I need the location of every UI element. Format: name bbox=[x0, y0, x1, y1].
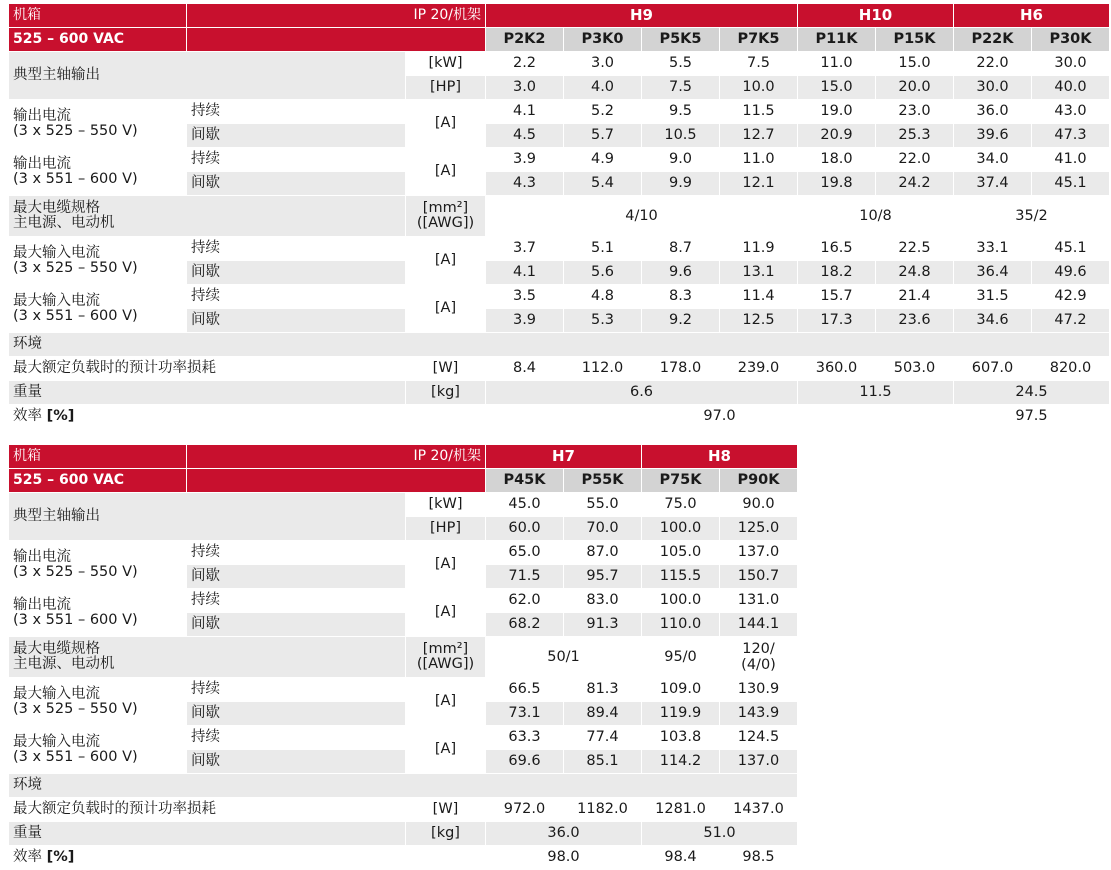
value-cell: 63.3 bbox=[486, 726, 564, 750]
hp-value: 3.0 bbox=[486, 76, 564, 100]
unit-a: [A] bbox=[406, 589, 486, 637]
value-cell: 137.0 bbox=[720, 541, 798, 565]
kw-value: 3.0 bbox=[564, 52, 642, 76]
unit-mm2: [mm²] bbox=[422, 641, 469, 657]
unit-w: [W] bbox=[406, 357, 486, 381]
weight-label: 重量 bbox=[9, 822, 406, 846]
unit-kw: [kW] bbox=[406, 493, 486, 517]
value-cell: 85.1 bbox=[564, 750, 642, 774]
unit-a: [A] bbox=[406, 726, 486, 774]
value-cell: 73.1 bbox=[486, 702, 564, 726]
frame-group-h8: H8 bbox=[642, 445, 798, 469]
value-cell: 21.4 bbox=[876, 285, 954, 309]
value-cell: 71.5 bbox=[486, 565, 564, 589]
input-current-voltage: (3 x 551 – 600 V) bbox=[13, 307, 138, 324]
output-current-title: 输出电流 bbox=[13, 596, 71, 613]
value-cell: 131.0 bbox=[720, 589, 798, 613]
cable-value-p90k bbox=[720, 637, 798, 678]
unit-a: [A] bbox=[406, 237, 486, 285]
hp-value: 15.0 bbox=[798, 76, 876, 100]
value-cell: 39.6 bbox=[954, 124, 1032, 148]
intermittent-label: 间歇 bbox=[187, 613, 406, 637]
value-cell: 124.5 bbox=[720, 726, 798, 750]
value-cell: 89.4 bbox=[564, 702, 642, 726]
value-cell: 115.5 bbox=[642, 565, 720, 589]
value-cell: 109.0 bbox=[642, 678, 720, 702]
output-current-title: 输出电流 bbox=[13, 155, 71, 172]
spec-table-h9-h10-h6 bbox=[8, 3, 1110, 429]
value-cell: 360.0 bbox=[798, 357, 876, 381]
value-cell: 24.8 bbox=[876, 261, 954, 285]
value-cell: 8.7 bbox=[642, 237, 720, 261]
value-cell: 607.0 bbox=[954, 357, 1032, 381]
output-current-voltage: (3 x 551 – 600 V) bbox=[13, 170, 138, 187]
efficiency-value-h6: 97.5 bbox=[954, 405, 1110, 429]
value-cell: 9.6 bbox=[642, 261, 720, 285]
value-cell: 3.7 bbox=[486, 237, 564, 261]
kw-value: 5.5 bbox=[642, 52, 720, 76]
value-cell: 1281.0 bbox=[642, 798, 720, 822]
unit-mm2-awg bbox=[406, 196, 486, 237]
unit-a: [A] bbox=[406, 100, 486, 148]
model-p75k: P75K bbox=[642, 469, 720, 493]
value-cell: 4.8 bbox=[564, 285, 642, 309]
efficiency-label bbox=[9, 846, 486, 870]
value-cell: 4.9 bbox=[564, 148, 642, 172]
value-cell: 19.8 bbox=[798, 172, 876, 196]
cable-value-p75k: 95/0 bbox=[642, 637, 720, 678]
unit-kg: [kg] bbox=[406, 381, 486, 405]
voltage-label: 525 – 600 VAC bbox=[9, 469, 187, 493]
hp-value: 4.0 bbox=[564, 76, 642, 100]
value-cell: 3.9 bbox=[486, 148, 564, 172]
intermittent-label: 间歇 bbox=[187, 702, 406, 726]
weight-value-h7: 36.0 bbox=[486, 822, 642, 846]
intermittent-label: 间歇 bbox=[187, 261, 406, 285]
value-cell: 87.0 bbox=[564, 541, 642, 565]
header-spacer bbox=[187, 28, 486, 52]
value-cell: 4.5 bbox=[486, 124, 564, 148]
value-cell: 77.4 bbox=[564, 726, 642, 750]
input-current-label bbox=[9, 726, 187, 774]
weight-value-h8: 51.0 bbox=[642, 822, 798, 846]
efficiency-label bbox=[9, 405, 486, 429]
value-cell: 150.7 bbox=[720, 565, 798, 589]
intermittent-label: 间歇 bbox=[187, 309, 406, 333]
value-cell: 12.1 bbox=[720, 172, 798, 196]
value-cell: 820.0 bbox=[1032, 357, 1110, 381]
value-cell: 1182.0 bbox=[564, 798, 642, 822]
continuous-label: 持续 bbox=[187, 541, 406, 565]
ip-label: IP 20/机架 bbox=[187, 445, 486, 469]
power-loss-label: 最大额定负载时的预计功率损耗 bbox=[9, 798, 406, 822]
kw-value: 7.5 bbox=[720, 52, 798, 76]
value-cell: 23.0 bbox=[876, 100, 954, 124]
efficiency-value-h9-h10: 97.0 bbox=[486, 405, 954, 429]
value-cell: 5.3 bbox=[564, 309, 642, 333]
frame-group-h10: H10 bbox=[798, 4, 954, 28]
ip-label: IP 20/机架 bbox=[187, 4, 486, 28]
value-cell: 13.1 bbox=[720, 261, 798, 285]
model-p30k: P30K bbox=[1032, 28, 1110, 52]
value-cell: 3.9 bbox=[486, 309, 564, 333]
value-cell: 4.1 bbox=[486, 100, 564, 124]
value-cell: 103.8 bbox=[642, 726, 720, 750]
input-current-voltage: (3 x 551 – 600 V) bbox=[13, 748, 138, 765]
input-current-title: 最大输入电流 bbox=[13, 685, 100, 702]
output-current-voltage: (3 x 525 – 550 V) bbox=[13, 563, 138, 580]
model-p90k: P90K bbox=[720, 469, 798, 493]
value-cell: 144.1 bbox=[720, 613, 798, 637]
value-cell: 18.0 bbox=[798, 148, 876, 172]
enclosure-label: 机箱 bbox=[9, 445, 187, 469]
model-p3k0: P3K0 bbox=[564, 28, 642, 52]
output-current-label bbox=[9, 541, 187, 589]
efficiency-unit: [%] bbox=[46, 408, 75, 424]
output-current-label bbox=[9, 589, 187, 637]
intermittent-label: 间歇 bbox=[187, 565, 406, 589]
value-cell: 130.9 bbox=[720, 678, 798, 702]
frame-group-h6: H6 bbox=[954, 4, 1110, 28]
input-current-title: 最大输入电流 bbox=[13, 733, 100, 750]
value-cell: 34.0 bbox=[954, 148, 1032, 172]
efficiency-value-p90k: 98.5 bbox=[720, 846, 798, 870]
kw-value: 55.0 bbox=[564, 493, 642, 517]
value-cell: 112.0 bbox=[564, 357, 642, 381]
value-cell: 24.2 bbox=[876, 172, 954, 196]
cable-value-p45k-p55k: 50/1 bbox=[486, 637, 642, 678]
unit-kw: [kW] bbox=[406, 52, 486, 76]
value-cell: 972.0 bbox=[486, 798, 564, 822]
value-cell: 66.5 bbox=[486, 678, 564, 702]
model-p7k5: P7K5 bbox=[720, 28, 798, 52]
output-current-voltage: (3 x 551 – 600 V) bbox=[13, 611, 138, 628]
value-cell: 1437.0 bbox=[720, 798, 798, 822]
efficiency-text: 效率 bbox=[13, 849, 47, 865]
cable-size-label bbox=[9, 637, 406, 678]
unit-hp: [HP] bbox=[406, 517, 486, 541]
hp-value: 100.0 bbox=[642, 517, 720, 541]
hp-value: 40.0 bbox=[1032, 76, 1110, 100]
efficiency-value-p75k: 98.4 bbox=[642, 846, 720, 870]
continuous-label: 持续 bbox=[187, 100, 406, 124]
unit-a: [A] bbox=[406, 285, 486, 333]
kw-value: 15.0 bbox=[876, 52, 954, 76]
value-cell: 23.6 bbox=[876, 309, 954, 333]
value-cell: 31.5 bbox=[954, 285, 1032, 309]
input-current-voltage: (3 x 525 – 550 V) bbox=[13, 700, 138, 717]
value-cell: 19.0 bbox=[798, 100, 876, 124]
power-loss-label: 最大额定负载时的预计功率损耗 bbox=[9, 357, 406, 381]
value-cell: 83.0 bbox=[564, 589, 642, 613]
value-cell: 47.3 bbox=[1032, 124, 1110, 148]
kw-value: 45.0 bbox=[486, 493, 564, 517]
value-cell: 11.5 bbox=[720, 100, 798, 124]
value-cell: 239.0 bbox=[720, 357, 798, 381]
value-cell: 25.3 bbox=[876, 124, 954, 148]
cable-value-h9: 4/10 bbox=[486, 196, 798, 237]
value-cell: 17.3 bbox=[798, 309, 876, 333]
model-p15k: P15K bbox=[876, 28, 954, 52]
value-cell: 114.2 bbox=[642, 750, 720, 774]
value-cell: 20.9 bbox=[798, 124, 876, 148]
value-cell: 3.5 bbox=[486, 285, 564, 309]
intermittent-label: 间歇 bbox=[187, 172, 406, 196]
weight-label: 重量 bbox=[9, 381, 406, 405]
input-current-label bbox=[9, 678, 187, 726]
value-cell: 503.0 bbox=[876, 357, 954, 381]
shaft-output-label: 典型主轴输出 bbox=[9, 493, 406, 541]
value-cell: 110.0 bbox=[642, 613, 720, 637]
value-cell: 12.7 bbox=[720, 124, 798, 148]
continuous-label: 持续 bbox=[187, 237, 406, 261]
kw-value: 90.0 bbox=[720, 493, 798, 517]
weight-value-h9: 6.6 bbox=[486, 381, 798, 405]
value-cell: 47.2 bbox=[1032, 309, 1110, 333]
input-current-label bbox=[9, 285, 187, 333]
value-cell: 137.0 bbox=[720, 750, 798, 774]
cable-size-title: 最大电缆规格 bbox=[13, 200, 100, 216]
value-cell: 9.9 bbox=[642, 172, 720, 196]
value-cell: 15.7 bbox=[798, 285, 876, 309]
value-cell: 42.9 bbox=[1032, 285, 1110, 309]
input-current-voltage: (3 x 525 – 550 V) bbox=[13, 259, 138, 276]
value-cell: 8.4 bbox=[486, 357, 564, 381]
model-p55k: P55K bbox=[564, 469, 642, 493]
continuous-label: 持续 bbox=[187, 589, 406, 613]
value-cell: 49.6 bbox=[1032, 261, 1110, 285]
cable-size-label bbox=[9, 196, 406, 237]
unit-w: [W] bbox=[406, 798, 486, 822]
continuous-label: 持续 bbox=[187, 285, 406, 309]
model-p22k: P22K bbox=[954, 28, 1032, 52]
value-cell: 95.7 bbox=[564, 565, 642, 589]
value-cell: 68.2 bbox=[486, 613, 564, 637]
unit-awg: ([AWG]) bbox=[416, 656, 475, 672]
cable-size-title: 最大电缆规格 bbox=[13, 641, 100, 657]
value-cell: 36.0 bbox=[954, 100, 1032, 124]
value-cell: 100.0 bbox=[642, 589, 720, 613]
kw-value: 75.0 bbox=[642, 493, 720, 517]
value-cell: 5.2 bbox=[564, 100, 642, 124]
efficiency-unit: [%] bbox=[46, 849, 75, 865]
unit-a: [A] bbox=[406, 678, 486, 726]
kw-value: 30.0 bbox=[1032, 52, 1110, 76]
value-cell: 37.4 bbox=[954, 172, 1032, 196]
output-current-label bbox=[9, 100, 187, 148]
environment-section-label: 环境 bbox=[9, 774, 798, 798]
intermittent-label: 间歇 bbox=[187, 124, 406, 148]
value-cell: 10.5 bbox=[642, 124, 720, 148]
value-cell: 45.1 bbox=[1032, 172, 1110, 196]
hp-value: 20.0 bbox=[876, 76, 954, 100]
continuous-label: 持续 bbox=[187, 678, 406, 702]
value-cell: 119.9 bbox=[642, 702, 720, 726]
unit-a: [A] bbox=[406, 148, 486, 196]
hp-value: 70.0 bbox=[564, 517, 642, 541]
cable-value-h6: 35/2 bbox=[954, 196, 1110, 237]
input-current-title: 最大输入电流 bbox=[13, 292, 100, 309]
model-p45k: P45K bbox=[486, 469, 564, 493]
value-cell: 5.7 bbox=[564, 124, 642, 148]
unit-mm2-awg bbox=[406, 637, 486, 678]
frame-group-h9: H9 bbox=[486, 4, 798, 28]
continuous-label: 持续 bbox=[187, 148, 406, 172]
value-cell: 43.0 bbox=[1032, 100, 1110, 124]
unit-hp: [HP] bbox=[406, 76, 486, 100]
cable-value-p90k-awg: (4/0) bbox=[741, 657, 776, 673]
value-cell: 81.3 bbox=[564, 678, 642, 702]
output-current-title: 输出电流 bbox=[13, 107, 71, 124]
enclosure-label: 机箱 bbox=[9, 4, 187, 28]
value-cell: 22.5 bbox=[876, 237, 954, 261]
output-current-title: 输出电流 bbox=[13, 548, 71, 565]
cable-value-p90k-mm2: 120/ bbox=[742, 641, 775, 657]
weight-value-h6: 24.5 bbox=[954, 381, 1110, 405]
hp-value: 10.0 bbox=[720, 76, 798, 100]
value-cell: 33.1 bbox=[954, 237, 1032, 261]
value-cell: 18.2 bbox=[798, 261, 876, 285]
model-p5k5: P5K5 bbox=[642, 28, 720, 52]
unit-awg: ([AWG]) bbox=[416, 215, 475, 231]
intermittent-label: 间歇 bbox=[187, 750, 406, 774]
input-current-label bbox=[9, 237, 187, 285]
value-cell: 105.0 bbox=[642, 541, 720, 565]
value-cell: 62.0 bbox=[486, 589, 564, 613]
value-cell: 4.3 bbox=[486, 172, 564, 196]
value-cell: 9.0 bbox=[642, 148, 720, 172]
value-cell: 41.0 bbox=[1032, 148, 1110, 172]
header-spacer bbox=[187, 469, 486, 493]
value-cell: 5.6 bbox=[564, 261, 642, 285]
model-p11k: P11K bbox=[798, 28, 876, 52]
continuous-label: 持续 bbox=[187, 726, 406, 750]
unit-kg: [kg] bbox=[406, 822, 486, 846]
value-cell: 45.1 bbox=[1032, 237, 1110, 261]
environment-section-label: 环境 bbox=[9, 333, 1110, 357]
hp-value: 30.0 bbox=[954, 76, 1032, 100]
kw-value: 22.0 bbox=[954, 52, 1032, 76]
value-cell: 4.1 bbox=[486, 261, 564, 285]
efficiency-value-h7: 98.0 bbox=[486, 846, 642, 870]
value-cell: 12.5 bbox=[720, 309, 798, 333]
model-p2k2: P2K2 bbox=[486, 28, 564, 52]
cable-value-h10: 10/8 bbox=[798, 196, 954, 237]
value-cell: 36.4 bbox=[954, 261, 1032, 285]
value-cell: 5.4 bbox=[564, 172, 642, 196]
voltage-label: 525 – 600 VAC bbox=[9, 28, 187, 52]
value-cell: 9.5 bbox=[642, 100, 720, 124]
value-cell: 34.6 bbox=[954, 309, 1032, 333]
value-cell: 65.0 bbox=[486, 541, 564, 565]
cable-size-subtitle: 主电源、电动机 bbox=[13, 215, 115, 231]
hp-value: 125.0 bbox=[720, 517, 798, 541]
value-cell: 8.3 bbox=[642, 285, 720, 309]
value-cell: 143.9 bbox=[720, 702, 798, 726]
spec-table-h7-h8 bbox=[8, 444, 798, 870]
value-cell: 69.6 bbox=[486, 750, 564, 774]
frame-group-h7: H7 bbox=[486, 445, 642, 469]
value-cell: 22.0 bbox=[876, 148, 954, 172]
kw-value: 11.0 bbox=[798, 52, 876, 76]
kw-value: 2.2 bbox=[486, 52, 564, 76]
output-current-label bbox=[9, 148, 187, 196]
value-cell: 11.4 bbox=[720, 285, 798, 309]
unit-a: [A] bbox=[406, 541, 486, 589]
efficiency-text: 效率 bbox=[13, 408, 47, 424]
shaft-output-label: 典型主轴输出 bbox=[9, 52, 406, 100]
value-cell: 11.0 bbox=[720, 148, 798, 172]
output-current-voltage: (3 x 525 – 550 V) bbox=[13, 122, 138, 139]
value-cell: 5.1 bbox=[564, 237, 642, 261]
cable-size-subtitle: 主电源、电动机 bbox=[13, 656, 115, 672]
input-current-title: 最大输入电流 bbox=[13, 244, 100, 261]
unit-mm2: [mm²] bbox=[422, 200, 469, 216]
value-cell: 16.5 bbox=[798, 237, 876, 261]
value-cell: 91.3 bbox=[564, 613, 642, 637]
value-cell: 9.2 bbox=[642, 309, 720, 333]
value-cell: 178.0 bbox=[642, 357, 720, 381]
hp-value: 60.0 bbox=[486, 517, 564, 541]
value-cell: 11.9 bbox=[720, 237, 798, 261]
hp-value: 7.5 bbox=[642, 76, 720, 100]
weight-value-h10: 11.5 bbox=[798, 381, 954, 405]
